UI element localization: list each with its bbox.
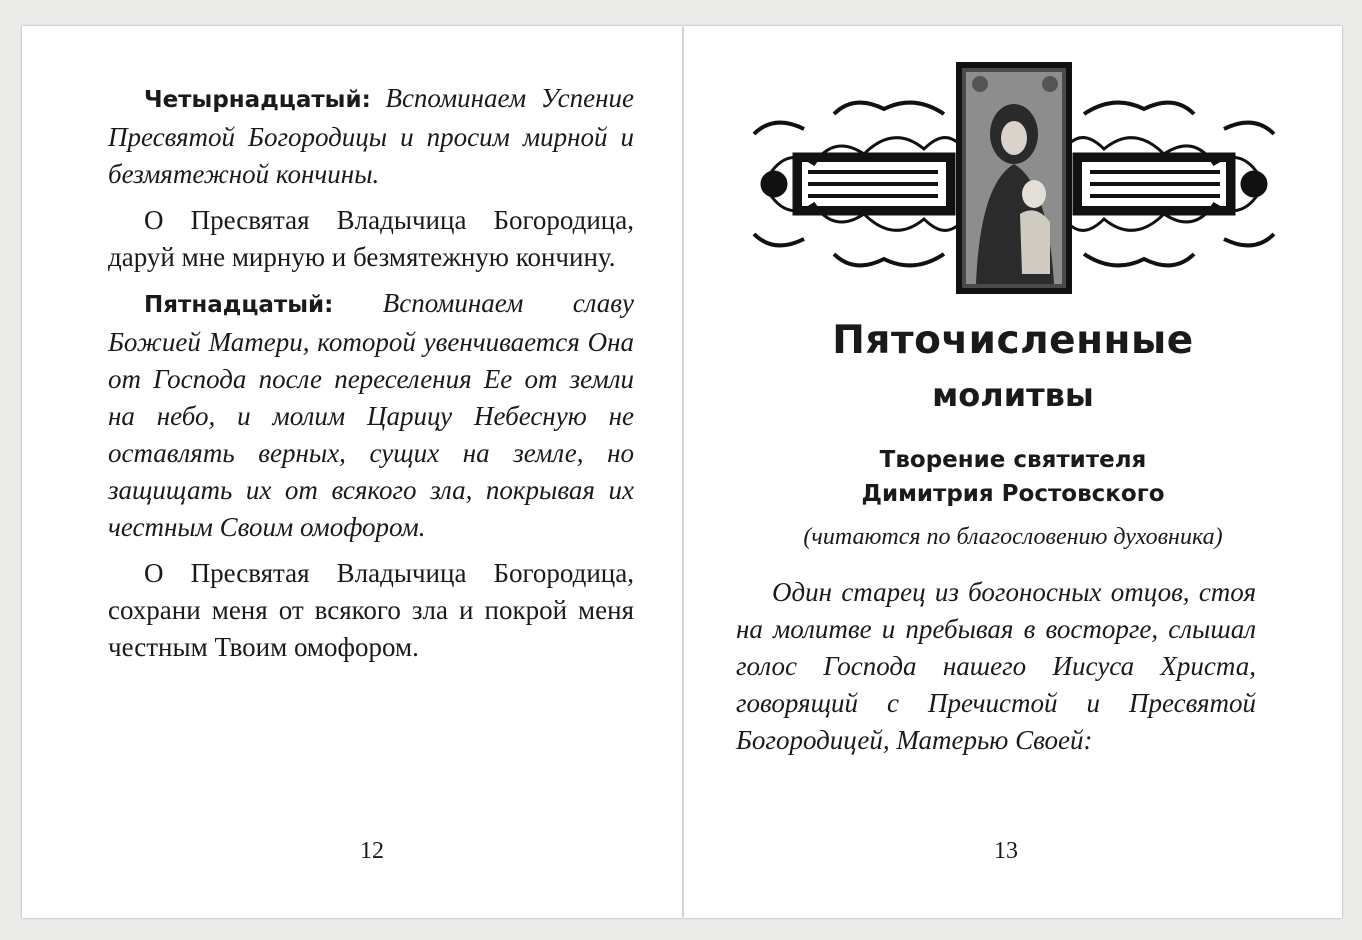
paragraph-text: Вспоминаем славу Божией Матери, которой увенчивается Она от Господа после переселения Ее от земли на небо, и молим Царицу Небесную не оставлять верных, сущих на земле, но защищать их от всякого зла, покрывая их честным Своим омофором.: [108, 288, 634, 542]
chapter-title: Пяточисленные: [832, 318, 1194, 363]
left-page: [22, 26, 682, 918]
right-page: [684, 26, 1342, 918]
chapter-subtitle-line2: Димитрия Ростовского: [861, 481, 1165, 507]
paragraph-fourteenth: [108, 80, 634, 193]
reading-note: (читаются по благословению духовника): [803, 524, 1223, 550]
right-text-column: [736, 574, 1256, 759]
page-number: 13: [994, 838, 1018, 864]
chapter-title-line2: молитвы: [932, 376, 1094, 414]
paragraph-text: Вспоминаем Успение Пресвятой Богородицы и просим мирной и безмятежной кончины.: [108, 83, 634, 189]
intro-paragraph: Один старец из богоносных отцов, стоя на молитве и пребывая в восторге, слышал голос Господа нашего Иисуса Христа, говорящий с Пречистой и Пресвятой Богородицей, Матерью Своей:: [736, 577, 1256, 755]
prayer-paragraph: О Пресвятая Владычица Богородица, сохрани меня от всякого зла и покрой меня честным Твоим омофором.: [108, 558, 634, 662]
ornament-header: [744, 54, 1284, 302]
paragraph-fifteenth: [108, 285, 634, 546]
left-ornament: [754, 103, 959, 266]
right-ornament: [1069, 103, 1274, 266]
left-text-column: [108, 80, 634, 666]
prayer-paragraph: О Пресвятая Владычица Богородица, даруй мне мирную и безмятежную кончину.: [108, 205, 634, 272]
paragraph-lead: Четырнадцатый:: [144, 87, 371, 113]
paragraph-lead: Пятнадцатый:: [144, 292, 334, 318]
page-number: 12: [360, 838, 384, 864]
icon-frame: [956, 62, 1072, 294]
chapter-subtitle: Творение святителя: [879, 447, 1147, 473]
